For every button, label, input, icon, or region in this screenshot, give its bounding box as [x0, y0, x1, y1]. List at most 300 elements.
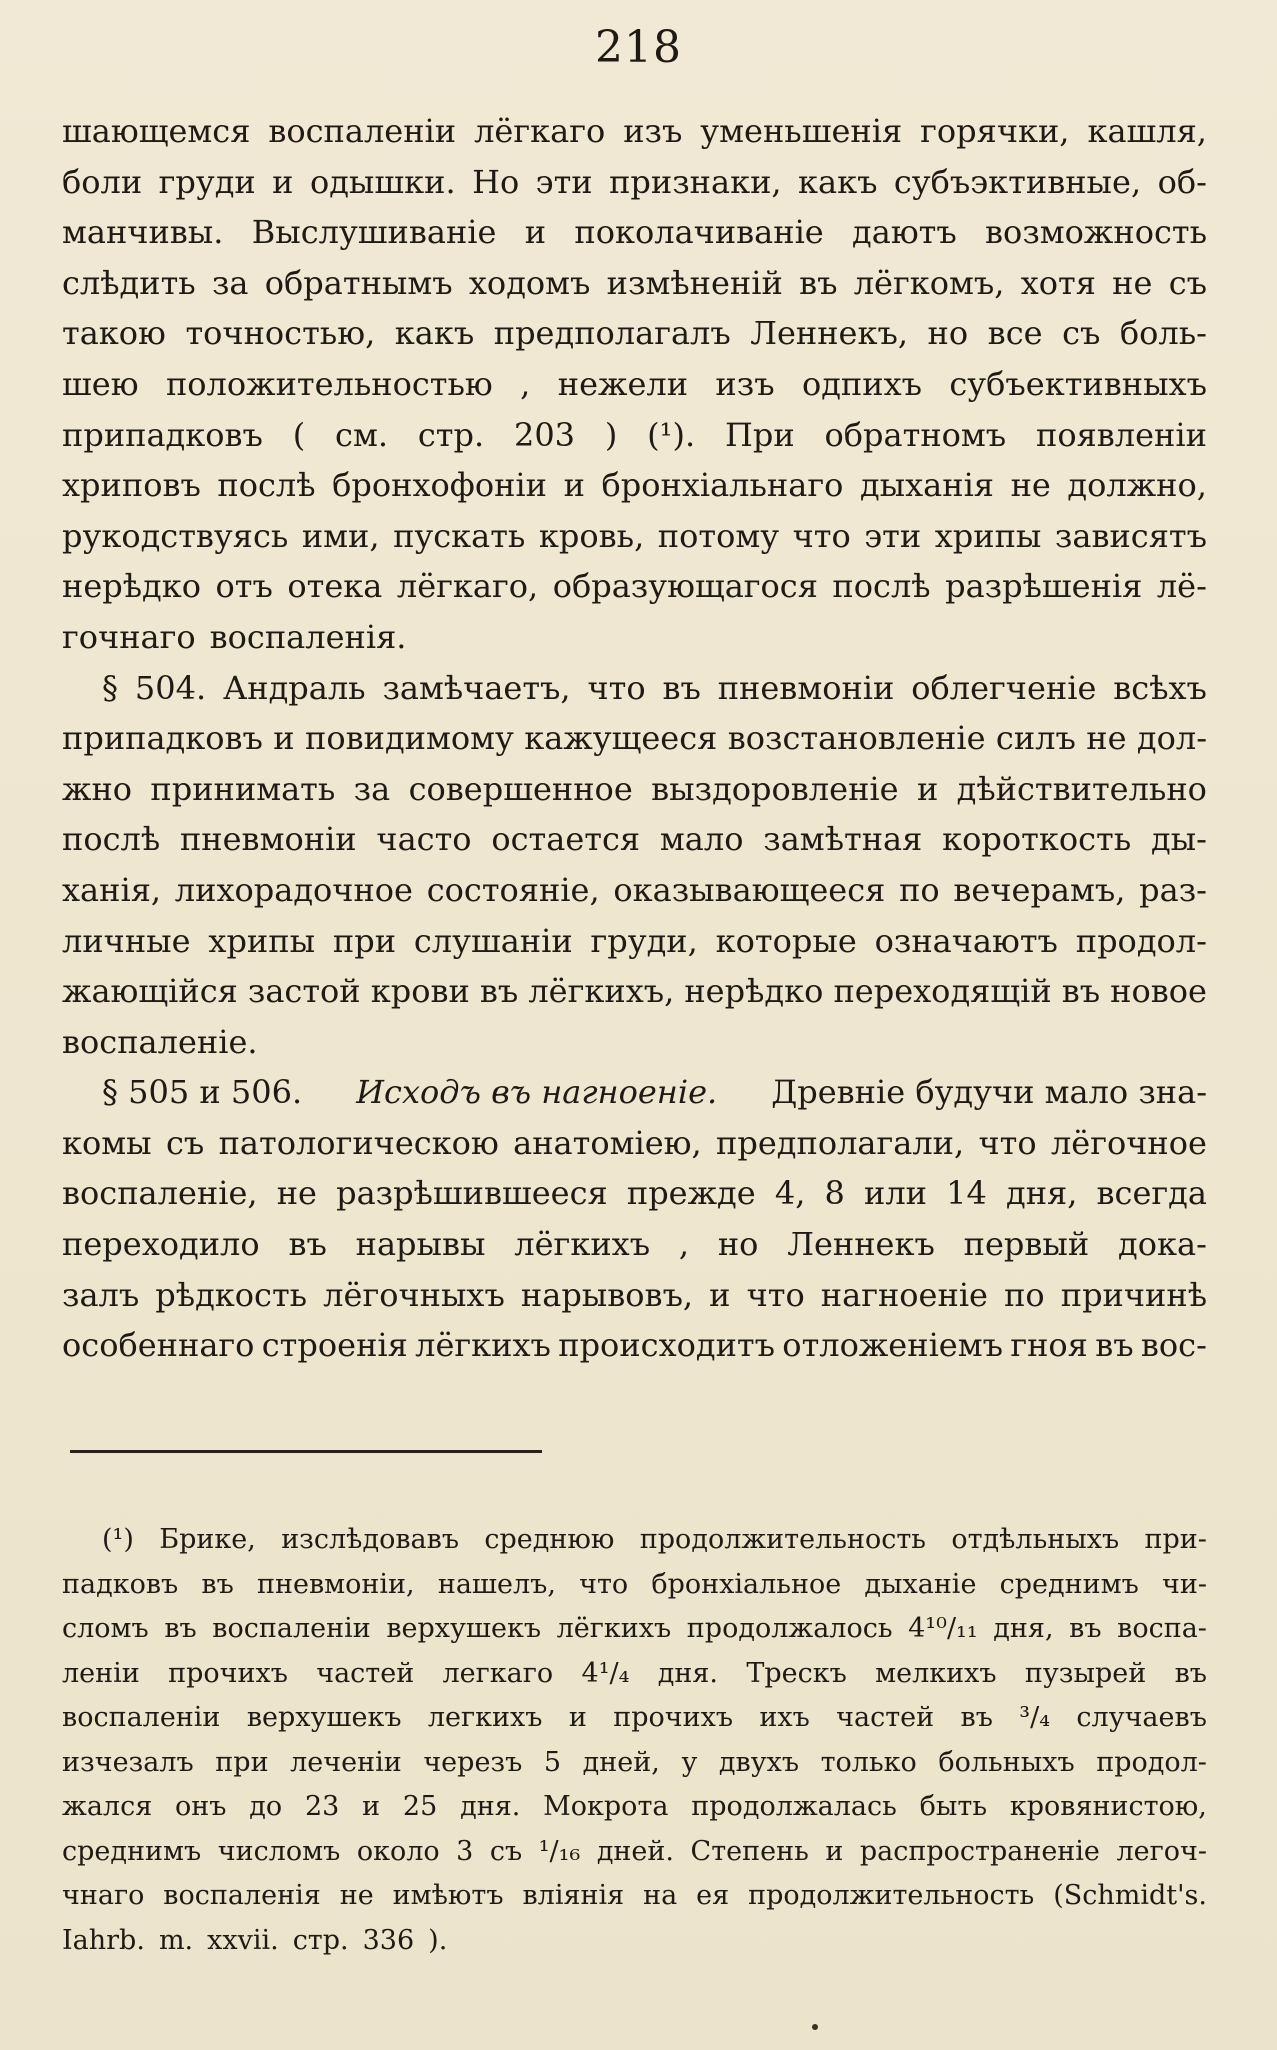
word: дыханіе	[864, 1568, 977, 1600]
heading-line	[62, 1067, 1207, 1118]
word: пневмоніи,	[257, 1568, 415, 1600]
word: въ	[1174, 1657, 1207, 1689]
word: бронхофоніи	[332, 466, 547, 505]
word: рукодствуясь	[62, 516, 289, 555]
word: изъ	[715, 364, 775, 403]
word: боль-	[1119, 314, 1207, 353]
word: шающемся	[62, 112, 251, 150]
text-line	[62, 258, 1207, 309]
word: Степень	[690, 1835, 809, 1867]
word: возможность	[985, 213, 1207, 252]
word: чнаго	[62, 1880, 145, 1911]
word: нежели	[557, 364, 689, 403]
word: уменьшенія	[700, 112, 903, 150]
word: среднюю	[484, 1524, 615, 1555]
section-title: Исходъ въ нагноеніе.	[356, 1073, 718, 1112]
word: нагноеніе	[820, 1275, 988, 1314]
word: или	[864, 1174, 927, 1213]
word: крови	[370, 972, 470, 1011]
word: 4¹⁰/₁₁	[908, 1613, 978, 1644]
word: имѣютъ	[392, 1880, 504, 1911]
word: изчезалъ	[62, 1746, 194, 1778]
word: пневмоніи	[717, 668, 895, 707]
word: дока-	[1118, 1225, 1207, 1264]
word: у	[681, 1746, 698, 1778]
word: при	[332, 921, 397, 960]
paragraph-504	[62, 663, 1207, 1068]
word: оказывающееся	[613, 870, 886, 909]
footnote-line	[62, 1652, 1207, 1697]
word: Выслушиваніе	[251, 213, 497, 252]
word: ими,	[301, 516, 380, 555]
word: при-	[1144, 1524, 1207, 1555]
word: больныхъ	[938, 1746, 1075, 1778]
word: всегда	[1096, 1174, 1207, 1213]
word: замѣтная	[763, 820, 923, 859]
word: и	[825, 1835, 844, 1867]
word: случаевъ	[1076, 1702, 1207, 1733]
word: груди	[158, 162, 256, 201]
word: не	[1112, 263, 1153, 302]
word: дня,	[1005, 1174, 1078, 1213]
word: эти	[535, 162, 593, 201]
word: леніи	[62, 1657, 140, 1689]
word: дня,	[993, 1613, 1054, 1644]
word: и	[916, 769, 939, 808]
word: зависятъ	[1054, 516, 1207, 555]
word: возстановленіе	[727, 719, 986, 758]
word: отложеніемъ	[782, 1326, 1003, 1365]
word: 4,	[774, 1174, 806, 1213]
word: что	[978, 1123, 1037, 1162]
word: продол-	[1075, 921, 1207, 960]
word: и	[524, 213, 547, 252]
word: анатоміею,	[513, 1123, 702, 1162]
word: лихорадочное	[174, 870, 413, 909]
word: припадковъ	[62, 415, 263, 454]
word: Леннекъ	[787, 1225, 935, 1264]
footnote-line	[62, 1919, 1207, 1964]
text-line	[62, 106, 1207, 157]
word: гочнаго	[62, 617, 196, 656]
word: 4¹/₄	[581, 1657, 630, 1689]
word: Леннекъ,	[750, 314, 909, 353]
word: короткость	[942, 820, 1132, 859]
word: 3	[456, 1835, 474, 1867]
word: какъ	[394, 314, 475, 353]
word: (	[292, 415, 306, 454]
word: (¹).	[647, 415, 696, 454]
word: первый	[963, 1225, 1090, 1264]
word: разрѣшившееся	[336, 1174, 608, 1213]
word: 504.	[134, 668, 207, 707]
word: только	[820, 1746, 917, 1778]
word: нашелъ,	[437, 1568, 556, 1600]
word: около	[356, 1835, 440, 1867]
word: лёгкихъ	[514, 1225, 651, 1264]
word: распространеніе	[859, 1835, 1100, 1867]
word: часто	[376, 820, 472, 859]
paragraph-505-506	[62, 1067, 1207, 1371]
word: мало	[659, 820, 744, 859]
word: )	[604, 415, 618, 454]
word: припадковъ	[62, 719, 263, 758]
word: даютъ	[852, 213, 957, 252]
text-line	[62, 359, 1207, 410]
word: ,	[520, 364, 531, 403]
word: все	[987, 314, 1043, 353]
word: но	[927, 314, 969, 353]
word: воспа-	[1117, 1613, 1207, 1644]
word: и	[709, 1275, 731, 1314]
word: вліянія	[522, 1880, 625, 1911]
word: числомъ	[217, 1835, 341, 1867]
word: (¹)	[102, 1524, 134, 1555]
word: xxvii.	[207, 1924, 279, 1956]
word: выздоровленіе	[651, 769, 899, 808]
word: не	[1086, 719, 1127, 758]
word: Брике,	[159, 1524, 256, 1555]
footnote-line	[62, 1518, 1207, 1563]
word: ³/₄	[1019, 1702, 1051, 1733]
text-line	[62, 1168, 1207, 1219]
word: особеннаго	[62, 1326, 255, 1365]
word: частей	[316, 1657, 415, 1689]
word: нерѣдко	[62, 567, 202, 606]
word: должно,	[1067, 466, 1207, 505]
word: боли	[62, 162, 143, 201]
word: которые	[715, 921, 857, 960]
word: обратномъ	[824, 415, 1007, 454]
word: нарывовъ,	[520, 1275, 694, 1314]
word: 203	[513, 415, 576, 454]
word: ея	[696, 1880, 730, 1911]
word: ).	[428, 1924, 448, 1956]
word: въ	[960, 1702, 993, 1733]
word: стр.	[417, 415, 485, 454]
word: комы	[62, 1123, 152, 1162]
word: эти	[864, 516, 922, 555]
word: лёгкихъ,	[528, 972, 675, 1011]
word: вос-	[1140, 1326, 1207, 1365]
text-line	[62, 207, 1207, 258]
word: такою	[62, 314, 166, 353]
text-line	[62, 561, 1207, 612]
text-line	[62, 612, 1207, 663]
word: среднимъ	[62, 1835, 202, 1867]
word: послѣ	[62, 820, 161, 859]
word: предполагалъ	[493, 314, 731, 353]
word: ходомъ	[468, 263, 591, 302]
word: что	[587, 668, 646, 707]
footnote-line	[62, 1874, 1207, 1919]
word: въ	[1095, 1326, 1134, 1365]
footnote	[62, 1518, 1207, 1963]
word: жался	[62, 1791, 153, 1822]
word: въ	[799, 263, 838, 302]
word: вечерамъ,	[953, 870, 1126, 909]
printer-mark	[812, 2024, 818, 2030]
word: и	[362, 1791, 381, 1822]
word: причинѣ	[1060, 1275, 1207, 1314]
text-line	[62, 764, 1207, 815]
word: продолжительность	[639, 1524, 926, 1555]
word: лёгкомъ,	[853, 263, 1005, 302]
word: съ	[165, 1123, 205, 1162]
word: дня.	[657, 1657, 719, 1689]
word: хотя	[1020, 263, 1096, 302]
word: слѣдить	[62, 263, 196, 302]
word: воспаленія.	[209, 617, 407, 656]
word: замѣчаетъ,	[382, 668, 571, 707]
word: прочихъ	[613, 1702, 734, 1733]
word: на	[643, 1880, 678, 1911]
text-line	[62, 1320, 1207, 1371]
word: принимать	[150, 769, 336, 808]
footnote-line	[62, 1696, 1207, 1741]
word: застой	[247, 972, 361, 1011]
text-line	[62, 1017, 1207, 1068]
word: измѣненій	[606, 263, 783, 302]
word: лё-	[1156, 567, 1207, 606]
word: стр.	[292, 1924, 349, 1956]
word: (Schmidt's.	[1053, 1880, 1207, 1911]
word: манчивы.	[62, 213, 224, 252]
word: жно	[62, 769, 133, 808]
footnote-line	[62, 1607, 1207, 1652]
word: сломъ	[62, 1613, 149, 1644]
word: пневмоніи	[179, 820, 357, 859]
word: въ	[662, 668, 701, 707]
word: продолжалось	[686, 1613, 893, 1644]
text-line	[62, 1118, 1207, 1169]
word: см.	[335, 415, 389, 454]
word: об-	[1157, 162, 1207, 201]
text-line	[62, 865, 1207, 916]
word: дѣйствительно	[956, 769, 1207, 808]
footnote-line	[62, 1563, 1207, 1608]
word: m.	[158, 1924, 194, 1956]
word: отдѣльныхъ	[951, 1524, 1120, 1555]
word: съ	[1168, 263, 1207, 302]
text-line	[62, 713, 1207, 764]
word: ¹/₁₆	[538, 1835, 581, 1867]
word: совершенное	[408, 769, 633, 808]
word: потому	[657, 516, 780, 555]
word: воспаленія	[163, 1880, 321, 1911]
word: нарывы	[355, 1225, 486, 1264]
word: въ	[479, 972, 519, 1011]
word: частей	[836, 1702, 935, 1733]
word: съ	[489, 1835, 523, 1867]
word: всѣхъ	[1113, 668, 1207, 707]
text-line	[62, 1219, 1207, 1270]
word: леченіи	[290, 1746, 402, 1778]
word: что	[746, 1275, 805, 1314]
word: изслѣдовавъ	[281, 1524, 460, 1555]
word: не	[276, 1174, 317, 1213]
word: происходитъ	[558, 1326, 775, 1365]
word: ,	[678, 1225, 690, 1264]
word: груди,	[590, 921, 698, 960]
word: при	[215, 1746, 269, 1778]
text-line	[62, 157, 1207, 208]
word: воспаленіи	[62, 1702, 221, 1733]
word: Iahrb.	[62, 1924, 145, 1956]
word: съ	[1062, 314, 1101, 353]
text-line	[62, 814, 1207, 865]
word: двухъ	[718, 1746, 800, 1778]
word: горячки,	[920, 112, 1070, 150]
word: послѣ	[832, 567, 931, 606]
text-line	[62, 460, 1207, 511]
word: 23	[304, 1791, 340, 1822]
word: субъэктивные,	[893, 162, 1142, 201]
text-line	[62, 511, 1207, 562]
word: продол-	[1096, 1746, 1207, 1778]
word: прочихъ	[168, 1657, 288, 1689]
word: переходящій	[833, 972, 1052, 1011]
word: дня.	[460, 1791, 521, 1822]
word: Но	[472, 162, 520, 201]
word: что	[579, 1568, 629, 1600]
word: бронхіальнаго	[601, 466, 844, 505]
word: новое	[1110, 972, 1207, 1011]
footnote-line	[62, 1741, 1207, 1786]
word: какъ	[798, 162, 878, 201]
text-line	[62, 1270, 1207, 1321]
word: остается	[491, 820, 641, 859]
word: дол-	[1136, 719, 1207, 758]
word: изъ	[623, 112, 683, 150]
word: 14	[946, 1174, 987, 1213]
word: жающійся	[62, 972, 238, 1011]
word: лёгкаго,	[396, 567, 539, 606]
word: облегченіе	[911, 668, 1097, 707]
word: легкаго	[442, 1657, 554, 1689]
word: прежде	[626, 1174, 756, 1213]
word: 25	[402, 1791, 438, 1822]
word: лёгкихъ	[415, 1326, 551, 1365]
word: по	[1004, 1275, 1045, 1314]
word: нерѣдко	[684, 972, 824, 1011]
word: состояніе,	[426, 870, 600, 909]
text-line	[62, 410, 1207, 461]
word: по	[899, 870, 940, 909]
word: отека	[287, 567, 383, 606]
word: въ	[164, 1613, 197, 1644]
paragraph-1	[62, 106, 1207, 663]
section-number: § 505 и 506.	[102, 1073, 303, 1112]
word: верхушекъ	[386, 1613, 542, 1644]
word: 5	[543, 1746, 562, 1778]
word: лёгочное	[1050, 1123, 1207, 1162]
word: лёгочныхъ	[323, 1275, 505, 1314]
word: продолжалась	[691, 1791, 897, 1822]
word: силъ	[995, 719, 1076, 758]
word: но	[717, 1225, 759, 1264]
word: среднимъ	[999, 1568, 1139, 1600]
word: и	[272, 162, 294, 201]
text-line	[62, 663, 1207, 714]
word: въ	[201, 1568, 234, 1600]
word: пускать	[393, 516, 526, 555]
heading-line-rest: Древніе будучи мало зна-	[771, 1073, 1207, 1112]
page-number: 218	[595, 22, 682, 73]
word: одышки.	[309, 162, 456, 201]
word: въ	[1069, 1613, 1102, 1644]
word: въ	[288, 1225, 327, 1264]
word: за	[353, 769, 391, 808]
word: дней,	[582, 1746, 660, 1778]
word: рѣдкость	[155, 1275, 308, 1314]
word: кашля,	[1087, 112, 1207, 150]
main-text	[62, 106, 1207, 1371]
word: чи-	[1162, 1568, 1207, 1600]
word: въ	[1061, 972, 1101, 1011]
word: не	[1010, 466, 1051, 505]
word: мелкихъ	[875, 1657, 997, 1689]
word: поколачиваніе	[574, 213, 824, 252]
word: строенія	[261, 1326, 408, 1365]
word: ихъ	[759, 1702, 810, 1733]
word: положительностью	[165, 364, 493, 403]
word: онъ	[175, 1791, 227, 1822]
word: до	[249, 1791, 283, 1822]
word: хриповъ	[62, 466, 201, 505]
text-line	[62, 916, 1207, 967]
word: образующагося	[552, 567, 818, 606]
footnote-divider	[70, 1450, 542, 1453]
word: отъ	[215, 567, 273, 606]
word: воспаленіе.	[62, 1022, 258, 1061]
word: гноя	[1010, 1326, 1088, 1365]
word: точностью,	[185, 314, 376, 353]
word: что	[792, 516, 851, 555]
word: слушаніи	[413, 921, 573, 960]
word: падковъ	[62, 1568, 179, 1600]
word: ханія,	[62, 870, 162, 909]
word: ды-	[1150, 820, 1207, 859]
word: послѣ	[217, 466, 316, 505]
word: переходило	[62, 1225, 260, 1264]
word: обратнымъ	[264, 263, 453, 302]
word: При	[724, 415, 795, 454]
word: Трескъ	[746, 1657, 847, 1689]
word: воспаленіи	[268, 112, 457, 150]
word: легоч-	[1116, 1835, 1207, 1867]
word: за	[211, 263, 249, 302]
word: субъективныхъ	[949, 364, 1207, 403]
word: патологическою	[218, 1123, 499, 1162]
word: раз-	[1139, 870, 1207, 909]
word: легкихъ	[427, 1702, 543, 1733]
word: повидимому	[305, 719, 514, 758]
word: дыханія	[859, 466, 994, 505]
word: лёгкаго	[474, 112, 606, 150]
word: Андраль	[223, 668, 366, 707]
word: пузырей	[1024, 1657, 1147, 1689]
word: верхушекъ	[246, 1702, 402, 1733]
footnote-line	[62, 1785, 1207, 1830]
word: черезъ	[423, 1746, 523, 1778]
word: продолжительность	[748, 1880, 1035, 1911]
text-line	[62, 966, 1207, 1017]
word: бронхіальное	[651, 1568, 842, 1600]
word: кажущееся	[524, 719, 718, 758]
word: одпихъ	[801, 364, 922, 403]
word: появленіи	[1035, 415, 1207, 454]
